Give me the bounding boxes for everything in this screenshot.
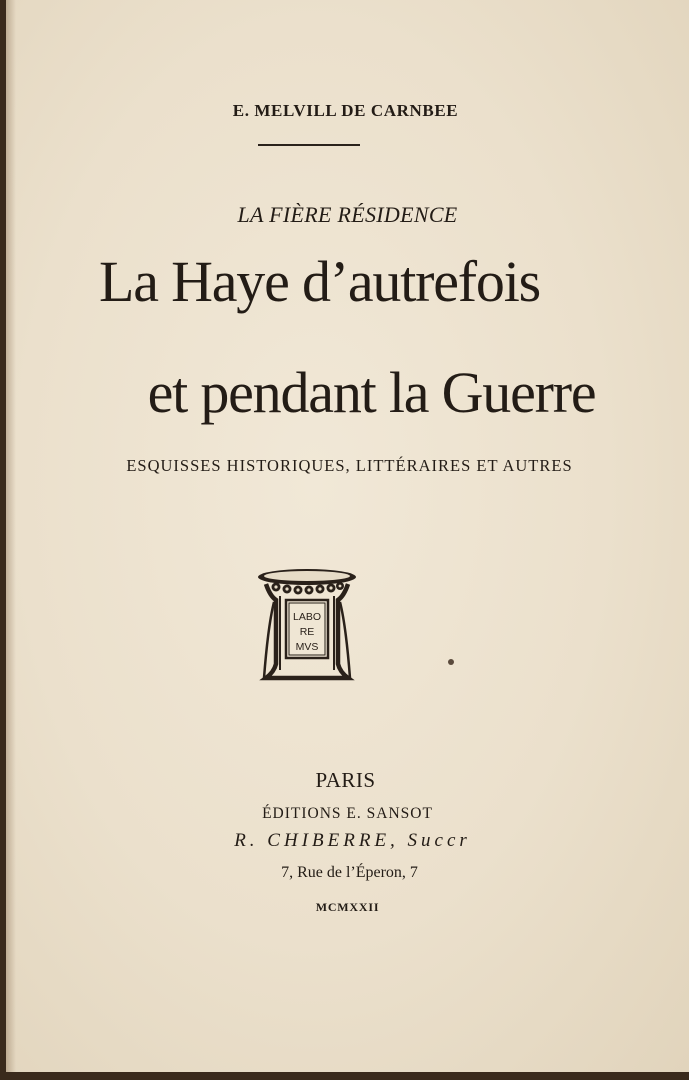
laboremus-vase-emblem-icon — [254, 566, 360, 682]
divider-rule — [258, 144, 360, 146]
title-line-1: La Haye d’autrefois — [99, 249, 540, 314]
emblem-text-line-1: LABO — [292, 611, 322, 623]
emblem-text-line-2: RE — [299, 626, 315, 638]
ink-spot — [448, 659, 454, 665]
emblem-text-line-3: MVS — [295, 641, 319, 653]
imprint-year: MCMXXII — [315, 900, 380, 914]
tagline: ESQUISSES HISTORIQUES, LITTÉRAIRES ET AUTRES — [126, 456, 573, 475]
title-page — [6, 0, 689, 1072]
imprint-address: 7, Rue de l’Éperon, 7 — [281, 864, 418, 881]
author-name: E. MELVILL DE CARNBEE — [232, 101, 459, 120]
imprint-city: PARIS — [315, 768, 376, 792]
imprint-successor: R. CHIBERRE, Succr — [234, 830, 471, 851]
series-subtitle: LA FIÈRE RÉSIDENCE — [237, 202, 458, 227]
imprint-publisher: ÉDITIONS E. SANSOT — [262, 805, 433, 822]
title-line-2: et pendant la Guerre — [147, 360, 596, 425]
